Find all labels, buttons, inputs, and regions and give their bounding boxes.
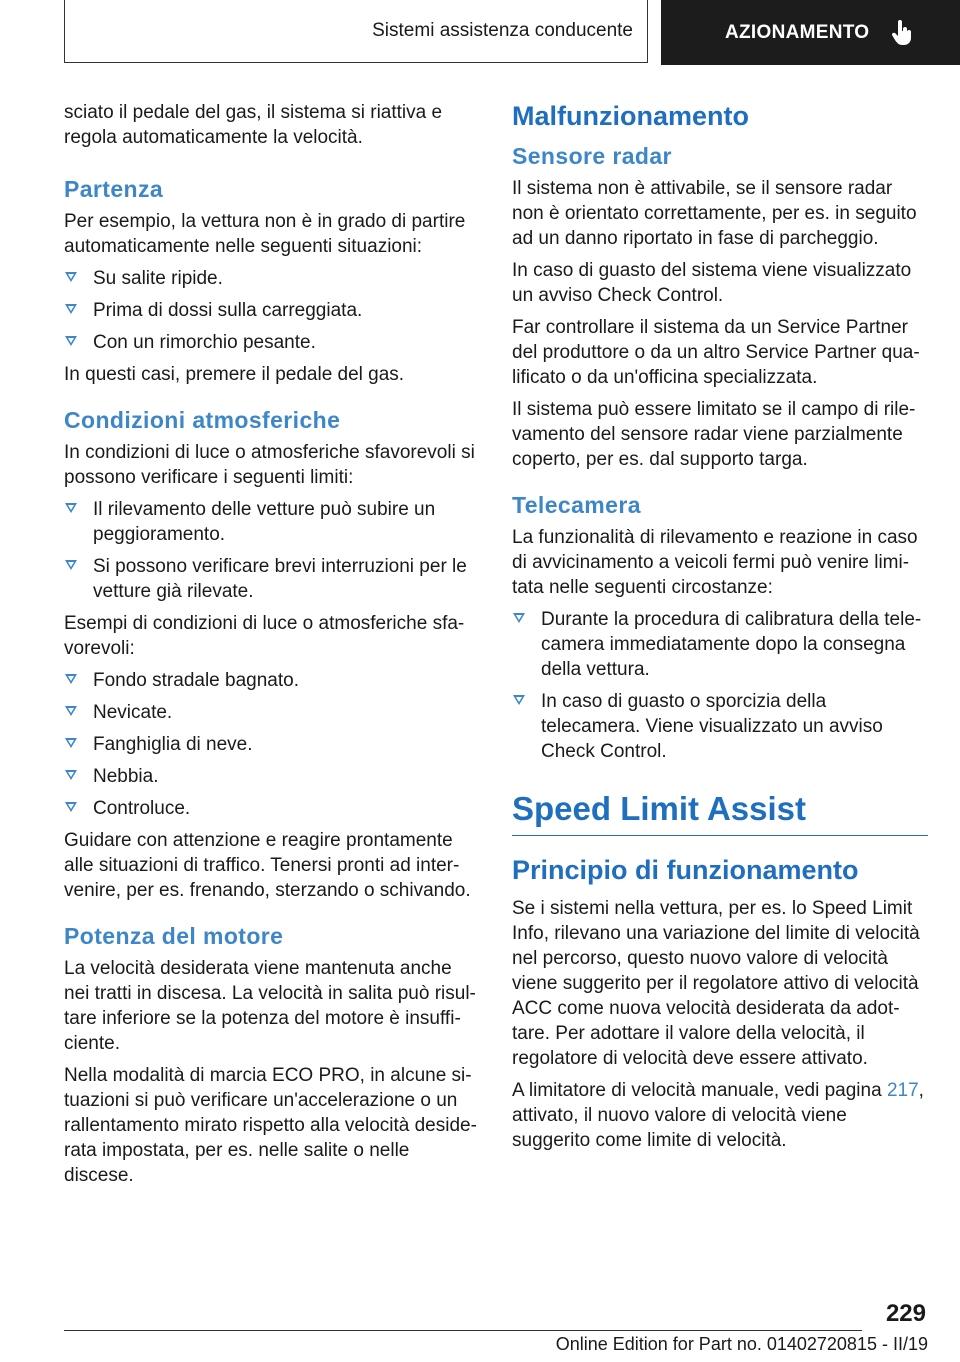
partenza-list (64, 266, 478, 355)
header-chapter-title: AZIONAMENTO (725, 21, 870, 43)
potenza-text-2: Nella modalità di marcia ECO PRO, in alcune situazioni si può verificare un'accelerazione o un rallentamento mirato rispetto alla velocità desiderata impostata, per es. nelle salite o nelle discese. (64, 1065, 477, 1186)
heading-principio: Principio di funzionamento (512, 855, 859, 885)
list-item: Si possono verificare brevi interruzioni per le vetture già rilevate. (64, 554, 478, 604)
page-link-217[interactable]: 217 (886, 1080, 919, 1101)
triangle-bullet-icon (65, 336, 77, 346)
footer-edition: Online Edition for Part no. 01402720815 - II/19 (555, 1334, 928, 1354)
triangle-bullet-icon (65, 770, 77, 780)
header-section-box (64, 0, 648, 63)
partenza-after: In questi casi, premere il pedale del gas. (64, 364, 405, 385)
heading-sensore-radar: Sensore radar (512, 143, 672, 169)
list-item: Su salite ripide. (64, 266, 478, 291)
list-item: Nebbia. (64, 764, 478, 789)
header-section-title: Sistemi assistenza conducente (372, 20, 633, 41)
potenza-text-1: La velocità desiderata viene mantenuta anche nei tratti in discesa. La velocità in salita può risultare inferiore se la potenza del motore è insufficiente. (64, 958, 476, 1054)
condizioni-text: In condizioni di luce o atmosferiche sfavorevoli si possono verificare i seguenti limiti: (64, 442, 475, 488)
triangle-bullet-icon (65, 560, 77, 570)
triangle-bullet-icon (513, 613, 525, 623)
camera-text-1: La funzionalità di rilevamento e reazione in caso di avvicinamento a veicoli fermi può venire limitata nelle seguenti circostanze: (512, 527, 918, 598)
list-item: In caso di guasto o sporcizia della telecamera. Viene visualizzato un avviso Check Control. (512, 689, 928, 764)
list-item: Fondo stradale bagnato. (64, 668, 478, 693)
list-item: Prima di dossi sulla carreggiata. (64, 298, 478, 323)
triangle-bullet-icon (65, 304, 77, 314)
triangle-bullet-icon (65, 272, 77, 282)
heading-telecamera: Telecamera (512, 492, 641, 518)
footer-divider (64, 1330, 862, 1331)
radar-text-1: Il sistema non è attivabile, se il sensore radar non è orientato correttamente, per es. in seguito ad un danno riportato in fase di parcheggio. (512, 178, 917, 249)
radar-text-3: Far controllare il sistema da un Service Partner del produttore o da un altro Service Partner qualificato o da un'officina specializzata. (512, 317, 920, 388)
radar-text-4: Il sistema può essere limitato se il campo di rilevamento del sensore radar viene parzialmente coperto, per es. dal supporto targa. (512, 399, 916, 470)
condizioni-list (64, 497, 478, 604)
list-item: Controluce. (64, 796, 478, 821)
heading-partenza: Partenza (64, 176, 164, 202)
camera-list (512, 607, 928, 764)
page-number: 229 (885, 1300, 926, 1327)
left-column (64, 100, 478, 1195)
triangle-bullet-icon (513, 695, 525, 705)
list-item: Durante la procedura di calibratura della telecamera immediatamente dopo la consegna della vettura. (512, 607, 928, 682)
heading-malfunzionamento: Malfunzionamento (512, 101, 749, 131)
sla-text-2: A limitatore di velocità manuale, vedi pagina 217, attivato, il nuovo valore di velocità viene suggerito come limite di velocità. (512, 1080, 924, 1151)
hand-pointer-icon (891, 20, 913, 46)
header-chapter-tab (661, 0, 960, 65)
title-speed-limit-assist: Speed Limit Assist (512, 789, 928, 836)
triangle-bullet-icon (65, 503, 77, 513)
list-item: Fanghiglia di neve. (64, 732, 478, 757)
condizioni-examples: Esempi di condizioni di luce o atmosferiche sfavorevoli: (64, 613, 465, 659)
triangle-bullet-icon (65, 802, 77, 812)
partenza-text: Per esempio, la vettura non è in grado di partire automaticamente nelle seguenti situazioni: (64, 211, 466, 257)
triangle-bullet-icon (65, 738, 77, 748)
list-item: Nevicate. (64, 700, 478, 725)
list-item: Con un rimorchio pesante. (64, 330, 478, 355)
triangle-bullet-icon (65, 674, 77, 684)
condizioni-after: Guidare con attenzione e reagire prontamente alle situazioni di traffico. Tenersi pronti ad intervenire, per es. frenando, sterzando o schivando. (64, 830, 471, 901)
sla-text-1: Se i sistemi nella vettura, per es. lo Speed Limit Info, rilevano una variazione del limite di velocità nel percorso, questo nuovo valore di velocità viene suggerito per il regolatore attivo di velocità ACC come nuova velocità desiderata da adottare. Per adottare il valore della velocità, il regolatore di velocità deve essere attivato. (512, 898, 920, 1069)
right-column (512, 100, 928, 1160)
condizioni-examples-list (64, 668, 478, 821)
radar-text-2: In caso di guasto del sistema viene visualizzato un avviso Check Control. (512, 260, 912, 306)
triangle-bullet-icon (65, 706, 77, 716)
intro-text: sciato il pedale del gas, il sistema si riattiva e regola automaticamente la velocità. (64, 102, 443, 148)
heading-condizioni: Condizioni atmosferiche (64, 407, 341, 433)
list-item: Il rilevamento delle vetture può subire un peggioramento. (64, 497, 478, 547)
heading-potenza: Potenza del motore (64, 923, 284, 949)
